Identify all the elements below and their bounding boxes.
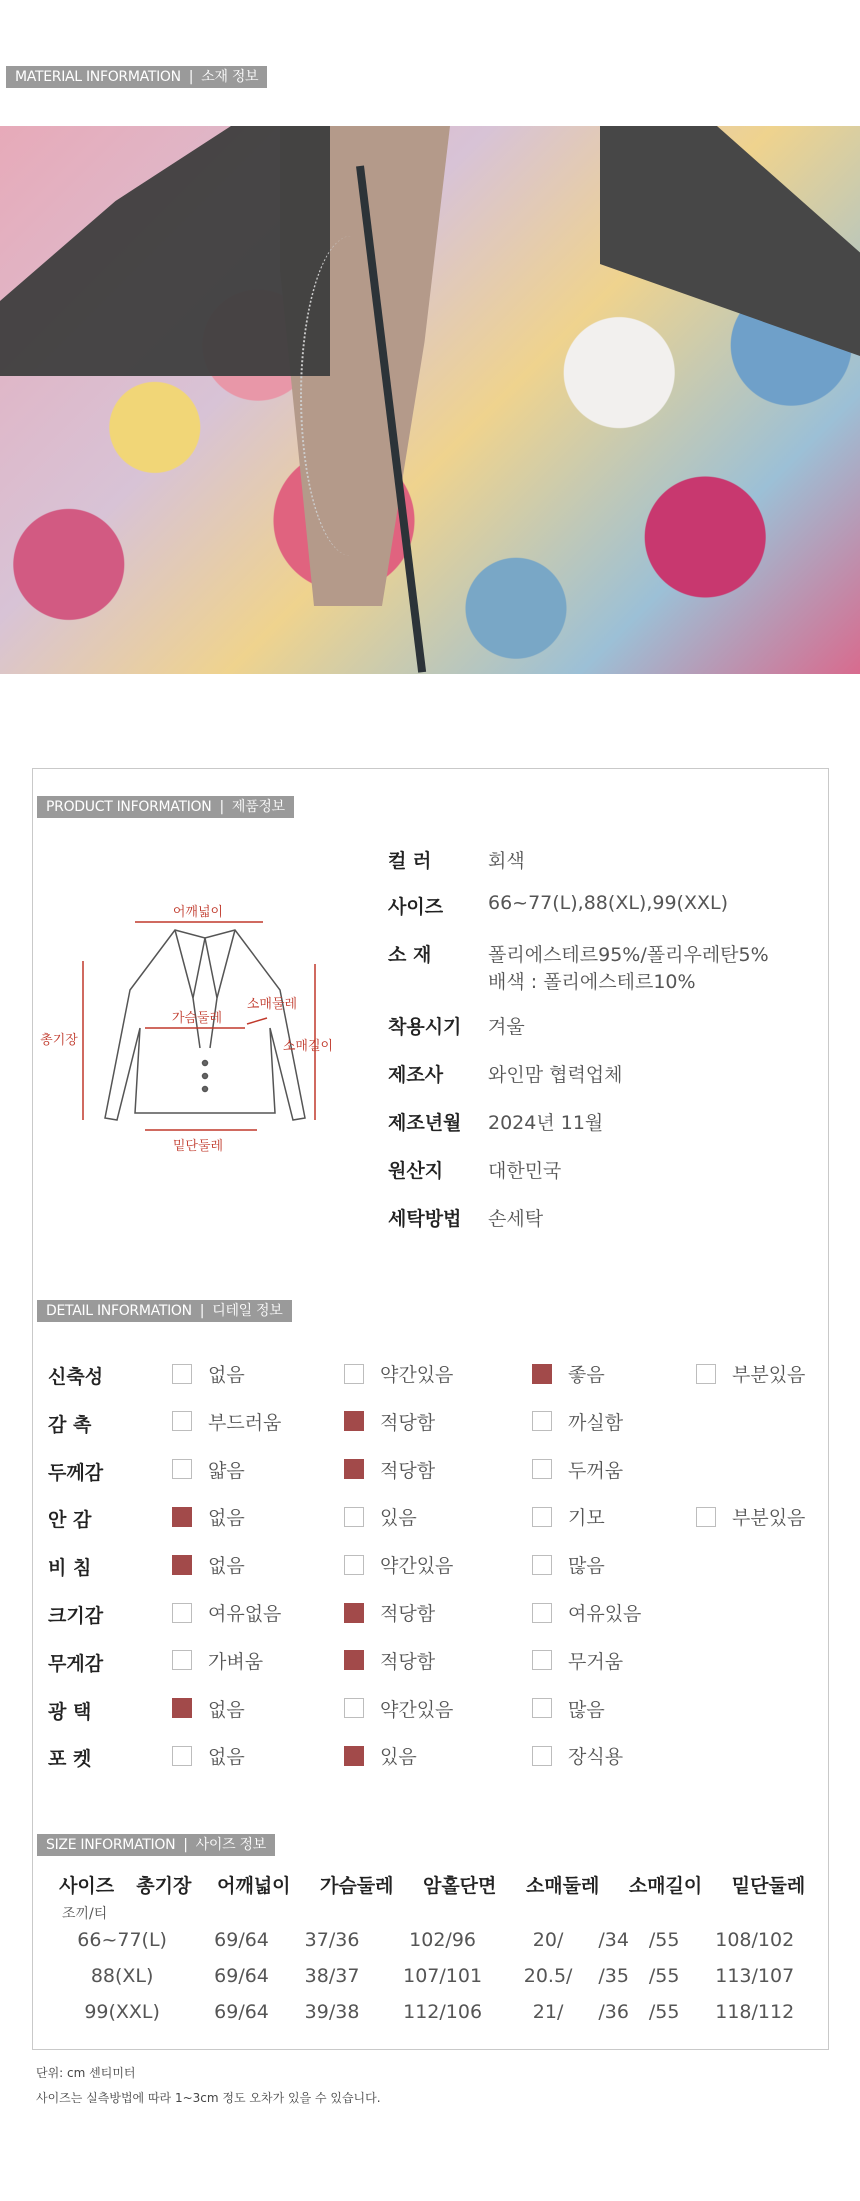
detail-option xyxy=(696,1360,805,1387)
detail-option-text: 많음 xyxy=(568,1698,605,1721)
detail-option-text: 여유있음 xyxy=(568,1603,642,1625)
material-closeup-photo xyxy=(0,126,860,674)
size-cell: /34 xyxy=(598,1929,629,1951)
product-row-origin: 원산지 대한민국 xyxy=(388,1160,562,1182)
detail-option xyxy=(344,1360,453,1387)
disclaimer-note: 사이즈는 실측방법에 따라 1~3cm 정도 오차가 있을 수 있습니다. xyxy=(36,2091,381,2105)
detail-option xyxy=(532,1742,623,1769)
detail-option-text: 적당함 xyxy=(380,1459,436,1482)
checkbox-unchecked xyxy=(696,1364,716,1384)
detail-row-label: 두께감 xyxy=(48,1461,104,1484)
size-cell: 69/64 xyxy=(214,1965,269,1987)
detail-option xyxy=(532,1599,641,1626)
checkbox-checked xyxy=(344,1603,364,1623)
size-cell: 20.5/ xyxy=(523,1965,573,1987)
detail-option-text: 적당함 xyxy=(380,1411,436,1434)
checkbox-unchecked xyxy=(532,1698,552,1718)
detail-option-text: 얇음 xyxy=(208,1459,245,1482)
detail-row-label: 감 촉 xyxy=(48,1413,92,1436)
size-info-header: SIZE INFORMATION | 사이즈 정보 xyxy=(37,1834,275,1856)
checkbox-unchecked xyxy=(696,1507,716,1527)
detail-option xyxy=(696,1503,805,1530)
detail-option xyxy=(172,1551,245,1578)
material-info-header: MATERIAL INFORMATION | 소재 정보 xyxy=(6,66,267,88)
label-chest: 가슴둘레 xyxy=(171,1011,223,1026)
detail-option-text: 두꺼움 xyxy=(568,1459,624,1482)
checkbox-unchecked xyxy=(532,1411,552,1431)
detail-option-text: 기모 xyxy=(568,1507,605,1530)
detail-option-text: 없음 xyxy=(208,1555,245,1578)
checkbox-checked xyxy=(172,1555,192,1575)
label-total-length: 총기장 xyxy=(40,1033,78,1048)
size-table-row xyxy=(48,1958,820,1994)
detail-option xyxy=(532,1647,623,1674)
detail-option xyxy=(532,1503,605,1530)
detail-row-label: 광 택 xyxy=(48,1700,92,1723)
detail-row-label: 포 켓 xyxy=(48,1748,92,1771)
product-row-manufacturer: 제조사 와인맘 협력업체 xyxy=(388,1064,623,1086)
size-cell: 69/64 xyxy=(214,1929,269,1951)
size-cell: 108/102 xyxy=(715,1929,795,1951)
detail-option xyxy=(344,1551,453,1578)
size-column-header: 소매길이 xyxy=(628,1874,703,1897)
product-info-header: PRODUCT INFORMATION | 제품정보 xyxy=(37,796,294,818)
size-column-header: 총기장 xyxy=(136,1874,192,1897)
checkbox-unchecked xyxy=(172,1411,192,1431)
detail-option xyxy=(344,1599,435,1626)
detail-option xyxy=(532,1551,605,1578)
detail-option-text: 무거움 xyxy=(568,1650,624,1673)
detail-option xyxy=(172,1742,245,1769)
detail-option xyxy=(532,1456,623,1483)
checkbox-unchecked xyxy=(344,1555,364,1575)
unit-note: 단위: cm 센티미터 xyxy=(36,2066,136,2080)
detail-row-label: 크기감 xyxy=(48,1605,104,1627)
detail-option-text: 없음 xyxy=(208,1746,245,1769)
product-row-manufacture-date: 제조년월 2024년 11월 xyxy=(388,1112,604,1134)
size-column-header: 소매둘레 xyxy=(525,1874,600,1897)
checkbox-unchecked xyxy=(172,1364,192,1384)
detail-option-text: 없음 xyxy=(208,1698,245,1721)
checkbox-checked xyxy=(344,1650,364,1670)
detail-info-header: DETAIL INFORMATION | 디테일 정보 xyxy=(37,1300,292,1322)
size-column-header: 사이즈 xyxy=(59,1874,115,1897)
checkbox-checked xyxy=(172,1507,192,1527)
detail-option-text: 적당함 xyxy=(380,1650,436,1673)
size-column-header: 가슴둘레 xyxy=(320,1874,394,1897)
checkbox-unchecked xyxy=(532,1507,552,1527)
size-table-header xyxy=(48,1866,820,1902)
checkbox-checked xyxy=(344,1459,364,1479)
detail-row-label: 비 침 xyxy=(48,1557,92,1580)
checkbox-unchecked xyxy=(172,1603,192,1623)
checkbox-checked xyxy=(344,1746,364,1766)
detail-option-text: 부분있음 xyxy=(732,1507,806,1530)
detail-option-text: 장식용 xyxy=(568,1746,624,1769)
size-cell: 99(XXL) xyxy=(84,2001,160,2023)
checkbox-unchecked xyxy=(344,1698,364,1718)
photo-collar-right xyxy=(600,126,860,356)
size-table-body xyxy=(48,1922,820,2030)
size-cell: 112/106 xyxy=(403,2001,483,2023)
detail-option xyxy=(532,1695,605,1722)
product-row-season: 착용시기 겨울 xyxy=(388,1016,525,1038)
detail-option xyxy=(172,1647,263,1674)
label-sleeve-length: 소매길이 xyxy=(282,1039,334,1054)
detail-option xyxy=(172,1456,245,1483)
size-cell: /55 xyxy=(648,1929,680,1951)
size-column-header: 밑단둘레 xyxy=(731,1874,806,1897)
checkbox-unchecked xyxy=(172,1650,192,1670)
detail-option xyxy=(172,1408,281,1435)
detail-option xyxy=(172,1599,281,1626)
size-cell: /36 xyxy=(598,2001,629,2023)
size-cell: 21/ xyxy=(532,2001,564,2023)
checkbox-unchecked xyxy=(532,1555,552,1575)
checkbox-unchecked xyxy=(532,1603,552,1623)
checkbox-unchecked xyxy=(532,1459,552,1479)
detail-option-text: 적당함 xyxy=(380,1603,436,1625)
size-cell: 113/107 xyxy=(715,1965,795,1987)
detail-option xyxy=(172,1695,245,1722)
detail-option-text: 여유없음 xyxy=(208,1603,282,1625)
detail-option xyxy=(344,1408,435,1435)
size-cell: 38/37 xyxy=(304,1965,360,1987)
checkbox-unchecked xyxy=(344,1507,364,1527)
size-cell: 20/ xyxy=(532,1929,564,1951)
product-row-color: 컬 러 회색 xyxy=(388,850,525,872)
detail-option-text: 없음 xyxy=(208,1364,245,1386)
size-column-header: 어깨넓이 xyxy=(217,1874,291,1897)
size-cell: /55 xyxy=(648,1965,680,1987)
detail-option xyxy=(172,1360,245,1387)
detail-option-text: 좋음 xyxy=(568,1364,605,1386)
checkbox-unchecked xyxy=(172,1746,192,1766)
detail-option xyxy=(344,1647,435,1674)
size-cell: /55 xyxy=(648,2001,680,2023)
size-table-row xyxy=(48,1994,820,2030)
size-cell: 118/112 xyxy=(715,2001,795,2023)
size-cell: 69/64 xyxy=(214,2001,269,2023)
detail-row-label: 안 감 xyxy=(48,1509,92,1532)
detail-option xyxy=(344,1456,435,1483)
checkbox-unchecked xyxy=(172,1459,192,1479)
detail-option-text: 까실함 xyxy=(568,1411,624,1434)
checkbox-checked xyxy=(344,1411,364,1431)
size-cell: 102/96 xyxy=(409,1929,476,1951)
detail-option xyxy=(532,1360,605,1387)
checkbox-unchecked xyxy=(532,1650,552,1670)
detail-option xyxy=(532,1408,623,1435)
detail-row-label: 신축성 xyxy=(48,1366,104,1388)
detail-option xyxy=(344,1742,417,1769)
label-sleeve-circ: 소매둘레 xyxy=(246,997,298,1012)
size-cell: 37/36 xyxy=(304,1929,360,1951)
detail-option-text: 약간있음 xyxy=(380,1555,454,1578)
detail-option-text: 가벼움 xyxy=(208,1650,264,1673)
detail-option-text: 약간있음 xyxy=(380,1364,454,1386)
size-cell: 107/101 xyxy=(403,1965,483,1987)
detail-option-text: 부드러움 xyxy=(208,1411,282,1434)
size-cell: 88(XL) xyxy=(90,1965,154,1987)
detail-option-text: 없음 xyxy=(208,1507,245,1530)
size-table xyxy=(48,1866,820,1902)
size-table-row xyxy=(48,1922,820,1958)
checkbox-checked xyxy=(532,1364,552,1384)
size-cell: /35 xyxy=(598,1965,629,1987)
detail-option-text: 있음 xyxy=(380,1507,417,1530)
detail-option xyxy=(344,1695,453,1722)
product-row-washing: 세탁방법 손세탁 xyxy=(388,1208,544,1230)
detail-option-text: 많음 xyxy=(568,1555,605,1578)
detail-option-text: 약간있음 xyxy=(380,1698,454,1721)
size-cell: 39/38 xyxy=(304,2001,360,2023)
label-shoulder: 어깨넓이 xyxy=(172,905,224,920)
label-hem: 밑단둘레 xyxy=(172,1139,224,1154)
measurement-diagram xyxy=(35,898,335,1178)
size-cell: 66~77(L) xyxy=(77,1929,167,1951)
detail-option-text: 부분있음 xyxy=(732,1364,806,1386)
checkbox-unchecked xyxy=(344,1364,364,1384)
checkbox-checked xyxy=(172,1698,192,1718)
detail-row-label: 무게감 xyxy=(48,1652,104,1675)
detail-option xyxy=(172,1503,245,1530)
detail-option xyxy=(344,1503,417,1530)
detail-option-text: 있음 xyxy=(380,1746,417,1769)
checkbox-unchecked xyxy=(532,1746,552,1766)
size-sub-header: 조끼/티 xyxy=(62,1906,108,1922)
photo-collar-left xyxy=(0,126,330,376)
product-row-size: 사이즈 66~77(L),88(XL),99(XXL) xyxy=(388,892,728,918)
size-column-header: 암홀단면 xyxy=(422,1874,497,1897)
product-row-material: 소 재 폴리에스테르95%/폴리우레탄5% 배색 : 폴리에스테르10% xyxy=(388,944,769,993)
